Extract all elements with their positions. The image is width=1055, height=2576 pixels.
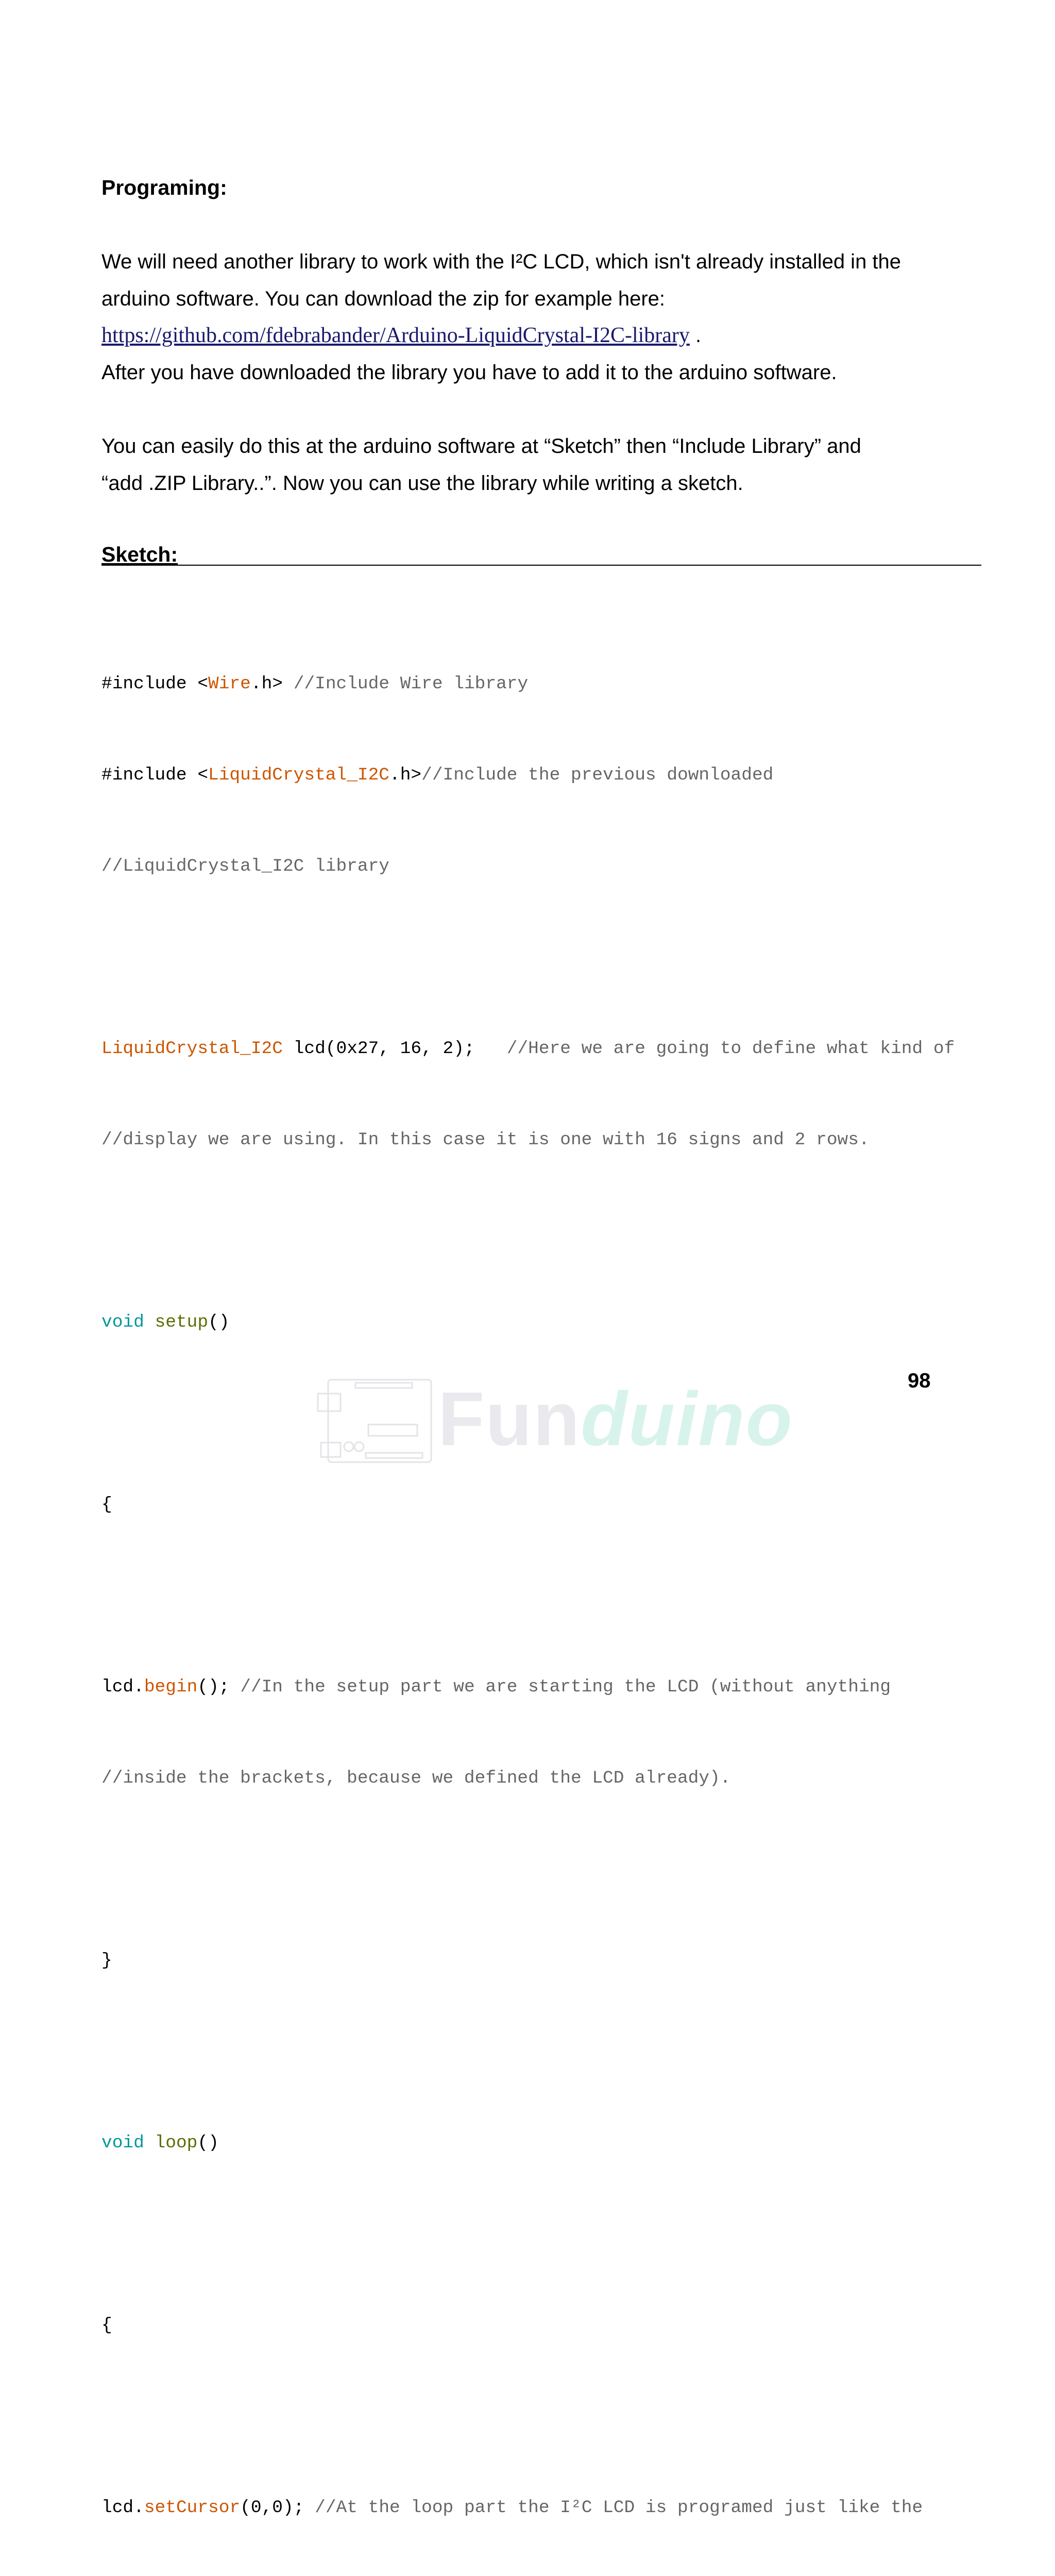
programming-paragraph-2 [101, 428, 988, 502]
code-comment: //At the loop part the I²C LCD is programed just like the [315, 2498, 923, 2518]
code-text: () [197, 2133, 219, 2153]
link-suffix: . [689, 324, 702, 347]
code-text: lcd(0x27, 16, 2); [282, 1039, 507, 1059]
paragraph-line: You can easily do this at the arduino software at “Sketch” then “Include Library” and [101, 435, 861, 457]
sketch-heading: Sketch: [101, 542, 981, 566]
code-line-blank [101, 2401, 1008, 2432]
code-line-5 [101, 1033, 1008, 1064]
code-line-19 [101, 2310, 1008, 2341]
code-library: LiquidCrystal_I2C [101, 1039, 283, 1059]
code-function: loop [155, 2133, 198, 2153]
paragraph-line: After you have downloaded the library you have to add it to the arduino software. [101, 361, 837, 384]
code-line-13 [101, 1763, 1008, 1793]
code-line-15 [101, 1945, 1008, 1976]
code-text: { [101, 2315, 112, 2335]
code-line-8 [101, 1307, 1008, 1337]
code-line-21 [101, 2493, 1008, 2523]
code-line-blank [101, 1216, 1008, 1246]
code-line-blank [101, 942, 1008, 973]
library-download-link[interactable]: https://github.com/fdebrabander/Arduino-LiquidCrystal-I2C-library [101, 324, 690, 347]
code-library: setCursor [144, 2498, 241, 2518]
code-comment: //LiquidCrystal_I2C library [101, 856, 389, 876]
code-text: } [101, 1951, 112, 1971]
programming-heading: Programing: [101, 176, 227, 199]
code-line-blank [101, 1854, 1008, 1885]
watermark-fun: Fun [438, 1377, 581, 1462]
code-comment: //In the setup part we are starting the LCD (without anything [240, 1677, 891, 1697]
code-line-blank [101, 1581, 1008, 1611]
code-text: (); [197, 1677, 241, 1697]
code-line-2 [101, 760, 1008, 790]
code-keyword: void [101, 1312, 144, 1332]
code-line-1 [101, 669, 1008, 699]
code-library: Wire [208, 674, 251, 694]
code-text: lcd. [101, 2498, 144, 2518]
paragraph-line: We will need another library to work with the I²C LCD, which isn't already installed in the [101, 250, 901, 273]
code-comment: //inside the brackets, because we defined the LCD already). [101, 1768, 731, 1788]
code-text: .h> [389, 765, 422, 785]
code-line-blank [101, 2219, 1008, 2249]
code-text [144, 1312, 155, 1332]
arduino-board-icon [317, 1376, 435, 1466]
code-function: setup [155, 1312, 209, 1332]
paragraph-line: arduino software. You can download the zip for example here: [101, 287, 666, 310]
watermark-duino: duino [581, 1377, 793, 1462]
funduino-watermark-logo [317, 1376, 793, 1466]
code-line-12 [101, 1672, 1008, 1702]
paragraph-line: “add .ZIP Library..”. Now you can use the library while writing a sketch. [101, 471, 743, 495]
code-text: #include < [101, 674, 209, 694]
code-text: lcd. [101, 1677, 144, 1697]
code-line-blank [101, 2037, 1008, 2067]
page-number: 98 [908, 1369, 931, 1392]
code-text: { [101, 1495, 112, 1515]
code-keyword: void [101, 2133, 144, 2153]
code-comment: //display we are using. In this case it is one with 16 signs and 2 rows. [101, 1130, 870, 1150]
code-text: () [208, 1312, 230, 1332]
code-library: LiquidCrystal_I2C [208, 765, 390, 785]
code-line-10 [101, 1489, 1008, 1520]
code-text: (0,0); [240, 2498, 315, 2518]
code-text: #include < [101, 765, 209, 785]
code-comment: //Include Wire library [293, 674, 529, 694]
code-comment: //Here we are going to define what kind of [506, 1039, 955, 1059]
code-comment: //Include the previous downloaded [421, 765, 774, 785]
code-library: begin [144, 1677, 198, 1697]
code-text: .h> [250, 674, 294, 694]
paragraph-line [101, 317, 988, 354]
watermark-wordmark [438, 1376, 793, 1463]
code-line-3 [101, 851, 1008, 882]
code-block [101, 608, 1008, 2576]
code-line-17 [101, 2128, 1008, 2158]
code-line-6 [101, 1125, 1008, 1155]
programming-paragraph-1 [101, 244, 988, 391]
code-text [144, 2133, 155, 2153]
